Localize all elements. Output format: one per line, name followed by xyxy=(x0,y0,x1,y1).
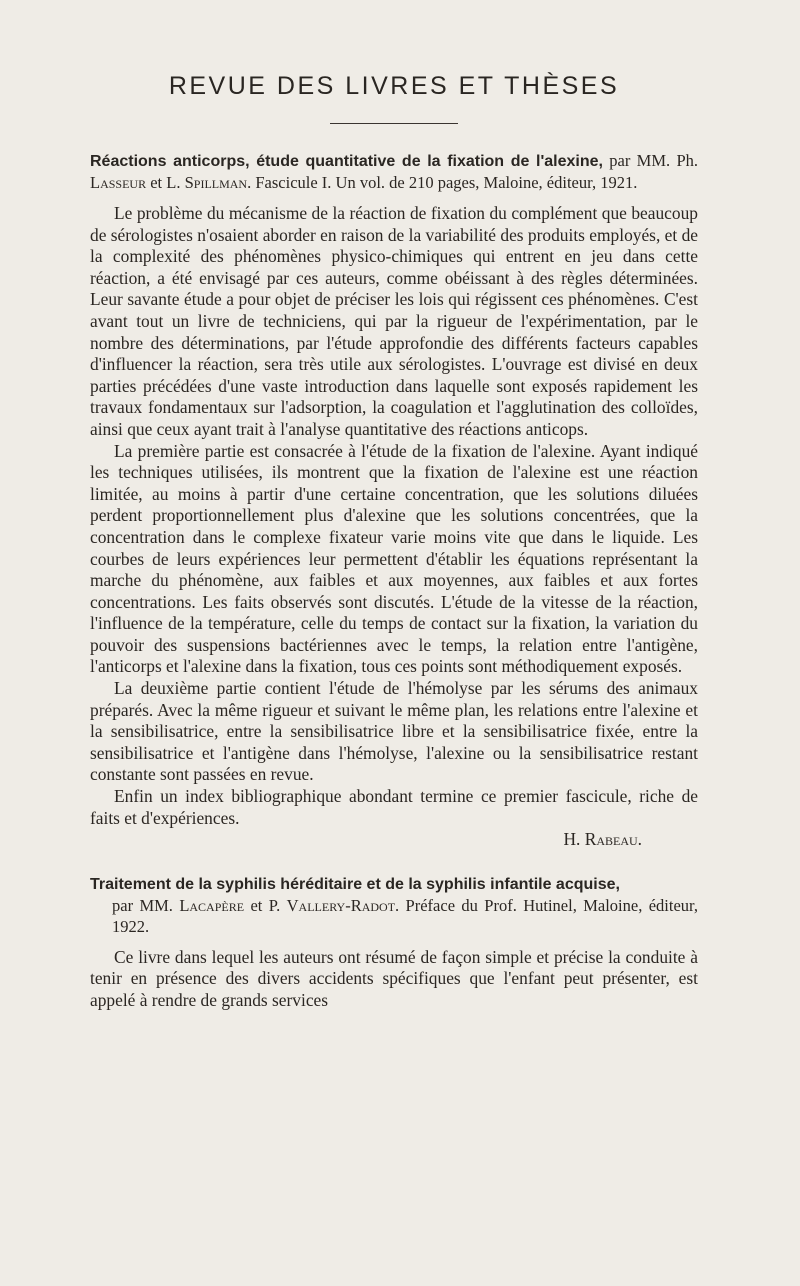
review-title: Réactions anticorps, étude quantitative de la fixation de l'alexine, xyxy=(90,153,603,170)
review-signature-line xyxy=(90,829,698,851)
review-paragraph: Le problème du mécanisme de la réaction de fixation du complément que beaucoup de sérologistes n'osaient aborder en raison de la variabilité des produits employés, et de la complexité des phénomènes physico-chimiques qui entrent en jeu dans cette réaction, a été envisagé par ces auteurs, comme obéissant à des règles déterminées. Leur savante étude a pour objet de préciser les lois qui régissent ces phénomènes. C'est avant tout un livre de techniciens, qui par la rigueur de l'expérimentation, par le nombre des déterminations, par l'étude approfondie des différents facteurs capables d'influencer la réaction, sera très utile aux sérologistes. L'ouvrage est divisé en deux parties précédées d'une vaste introduction dans laquelle sont exposés rapidement les travaux fondamentaux sur l'adsorption, la coagulation et l'agglutination des colloïdes, ainsi que ceux ayant trait à l'analyse quantitative des réactions anticops. xyxy=(90,203,698,439)
review-author-2: Vallery-Radot xyxy=(286,895,396,915)
page xyxy=(90,0,698,1012)
review-citation-pre: par MM. Ph. xyxy=(602,151,699,170)
review-2 xyxy=(90,873,698,1012)
review-author-2: Spillman xyxy=(184,173,248,192)
review-signature xyxy=(563,829,698,851)
review-paragraph: La deuxième partie contient l'étude de l'hémolyse par les sérums des animaux préparés. Avec la même rigueur et suivant le même plan, les relations entre l'alexine et la sensibilisatrice, entre la sensibilisatrice libre et la sensibilisatrice fixée, entre la sensibilisatrice et l'antigène dans l'hémolyse, l'alexine ou la sensibilisatrice restant constante sont passées en revue. xyxy=(90,678,698,785)
review-title: Traitement de la syphilis héréditaire et de la syphilis infantile acquise, xyxy=(90,875,620,893)
review-citation xyxy=(90,895,698,937)
page-title: REVUE DES LIVRES ET THÈSES xyxy=(168,72,620,100)
review-citation-post: . Fascicule I. Un vol. de 210 pages, Maloine, éditeur, 1921. xyxy=(247,173,638,192)
review-paragraph-last: Enfin un index bibliographique abondant termine ce premier fascicule, riche de faits et d'expériences. xyxy=(90,786,698,828)
review-paragraph: La première partie est consacrée à l'étude de la fixation de l'alexine. Ayant indiqué les techniques utilisées, ils montrent que la fixation de l'alexine est une réaction limitée, au moins à partir d'une certaine concentration, que les solutions diluées perdent proportionnellement plus d'alexine que les solutions concentrées, que la concentration dans le complexe fixateur varie moins vite que dans le liquide. Les courbes de leurs expériences leur permettent d'établir les équations représentant la marche du phénomène, aux faibles et aux moyennes, aux faibles et aux fortes concentrations. Les faits observés sont discutés. L'étude de la vitesse de la réaction, l'influence de la température, celle du temps de contact sur la fixation, la variation du pouvoir des suspensions bactériennes avec le temps, la relation entre l'antigène, l'anticorps et l'alexine dans la fixation, tous ces points sont méthodiquement exposés. xyxy=(90,440,698,677)
review-1 xyxy=(90,150,698,851)
review-heading xyxy=(90,873,698,937)
review-citation-post: . Préface du Prof. Hutinel, Maloine, éditeur, 1922. xyxy=(112,895,698,936)
review-citation-mid: et P. xyxy=(244,895,287,915)
review-author-1: Lacapère xyxy=(179,895,245,915)
signature-initial: H. xyxy=(563,829,585,850)
review-author-1: Lasseur xyxy=(90,173,147,192)
review-heading xyxy=(90,150,698,193)
review-citation-mid: et L. xyxy=(146,173,185,192)
review-paragraph: Ce livre dans lequel les auteurs ont résumé de façon simple et précise la conduite à tenir en présence des divers accidents spécifiques que l'enfant peut présenter, est appelé à rendre de grands services xyxy=(90,946,698,1010)
title-rule xyxy=(330,123,458,124)
review-body xyxy=(90,203,698,851)
review-citation-pre: par MM. xyxy=(112,895,180,915)
review-body xyxy=(90,947,698,1012)
signature-name: Rabeau. xyxy=(584,829,642,850)
